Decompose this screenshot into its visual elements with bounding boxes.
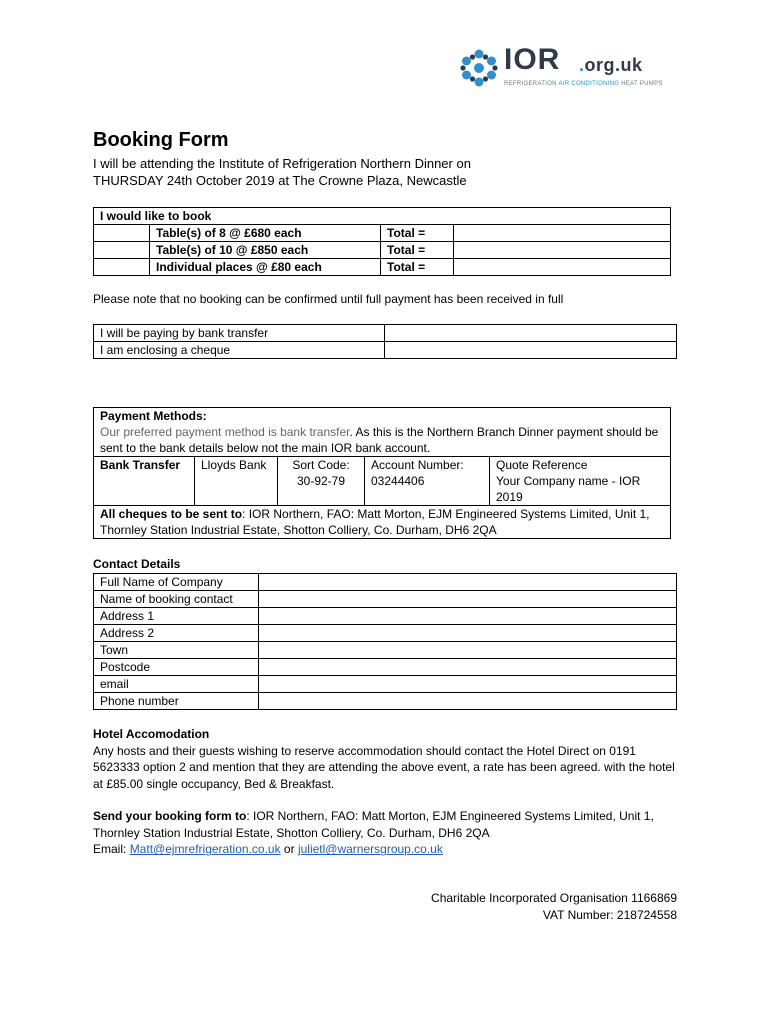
payment-explanation: . As this is the Northern Branch Dinner payment should be sent to the bank details below not the main IOR bank account. bbox=[100, 425, 659, 455]
preferred-method-text: Our preferred payment method is bank transfer bbox=[100, 425, 350, 439]
table-row bbox=[94, 693, 677, 710]
sort-code-cell bbox=[278, 457, 365, 506]
email-link-juliet[interactable]: julietl@warnersgroup.co.uk bbox=[297, 842, 443, 857]
contact-details-table bbox=[93, 573, 677, 710]
payment-note: Please note that no booking can be confirmed until full payment has been received in full bbox=[93, 292, 564, 306]
payment-methods-table bbox=[93, 407, 671, 539]
table-row bbox=[94, 574, 677, 591]
quantity-cell-individual[interactable] bbox=[94, 259, 150, 276]
send-section bbox=[93, 808, 693, 858]
hotel-body: Any hosts and their guests wishing to reserve accommodation should contact the Hotel Direct on 0191 5623333 option 2 and mention that they are attending the above event, a rate has been agreed. with the hotel at £85.00 single occupancy, Bed & Breakfast. bbox=[93, 743, 675, 792]
quantity-cell-10[interactable] bbox=[94, 242, 150, 259]
field-label: Phone number bbox=[94, 693, 259, 710]
quantity-cell-8[interactable] bbox=[94, 225, 150, 242]
total-value-individual[interactable] bbox=[454, 259, 671, 276]
table-row bbox=[94, 591, 677, 608]
charity-number: Charitable Incorporated Organisation 1166869 bbox=[431, 891, 677, 905]
email-label: Email: bbox=[93, 842, 130, 857]
cheque-option-field[interactable] bbox=[385, 342, 677, 359]
cheques-address-cell bbox=[94, 506, 671, 539]
quote-reference-label: Quote Reference bbox=[496, 458, 588, 472]
payment-options-table bbox=[93, 324, 677, 359]
quote-reference-cell bbox=[490, 457, 671, 506]
table-row bbox=[94, 242, 671, 259]
table-row bbox=[94, 208, 671, 225]
intro-line-1: I will be attending the Institute of Refrigeration Northern Dinner on bbox=[93, 156, 471, 171]
booking-contact-field[interactable] bbox=[259, 591, 677, 608]
vat-number: VAT Number: 218724558 bbox=[542, 907, 677, 922]
intro-text bbox=[93, 155, 471, 189]
logo-brand: IOR bbox=[504, 43, 561, 76]
field-label: Town bbox=[94, 642, 259, 659]
address-1-field[interactable] bbox=[259, 608, 677, 625]
table-row bbox=[94, 625, 677, 642]
payment-methods-heading: Payment Methods: bbox=[100, 409, 207, 423]
table-row bbox=[94, 506, 671, 539]
booking-label-10: Table(s) of 10 @ £850 each bbox=[150, 242, 381, 259]
logo-domain-dot: . bbox=[579, 55, 585, 75]
cheque-option-label: I am enclosing a cheque bbox=[94, 342, 385, 359]
address-2-field[interactable] bbox=[259, 625, 677, 642]
quote-reference-value: Your Company name - IOR 2019 bbox=[496, 474, 641, 504]
footer bbox=[431, 890, 677, 923]
cheques-address: : IOR Northern, FAO: Matt Morton, EJM Engineered Systems Limited, Unit 1, Thornley Station Industrial Estate, Shotton Colliery, Co. Durham, DH6 2QA bbox=[100, 507, 650, 537]
page-title: Booking Form bbox=[93, 129, 229, 151]
total-label-individual: Total = bbox=[381, 259, 454, 276]
booking-label-8: Table(s) of 8 @ £680 each bbox=[150, 225, 381, 242]
email-link-matt[interactable]: Matt@ejmrefrigeration.co.uk bbox=[129, 842, 281, 857]
field-label: email bbox=[94, 676, 259, 693]
field-label: Name of booking contact bbox=[94, 591, 259, 608]
logo-domain bbox=[579, 55, 643, 76]
sort-code-value: 30-92-79 bbox=[296, 474, 346, 488]
logo-tag-heat-pumps: HEAT PUMPS bbox=[621, 81, 663, 87]
total-value-10[interactable] bbox=[454, 242, 671, 259]
bank-transfer-option-label: I will be paying by bank transfer bbox=[94, 325, 385, 342]
send-label: Send your booking form to bbox=[93, 809, 247, 823]
snowflake-logo-icon bbox=[458, 47, 500, 89]
email-field[interactable] bbox=[259, 676, 677, 693]
sort-code-label: Sort Code: bbox=[292, 458, 350, 472]
table-row bbox=[94, 659, 677, 676]
send-address: : IOR Northern, FAO: Matt Morton, EJM Engineered Systems Limited, Unit 1, Thornley Station Industrial Estate, Shotton Colliery, Co. Durham, DH6 2QA bbox=[93, 809, 654, 840]
logo-tag-air-conditioning: AIR CONDITIONING bbox=[558, 81, 620, 87]
table-row bbox=[94, 342, 677, 359]
table-row bbox=[94, 259, 671, 276]
cheques-label: All cheques to be sent to bbox=[100, 507, 243, 521]
town-field[interactable] bbox=[259, 642, 677, 659]
table-row bbox=[94, 642, 677, 659]
booking-label-individual: Individual places @ £80 each bbox=[150, 259, 381, 276]
table-row bbox=[94, 325, 677, 342]
table-row bbox=[94, 408, 671, 457]
account-number-value: 03244406 bbox=[371, 474, 425, 488]
logo-domain-text: org.uk bbox=[584, 55, 643, 75]
hotel-heading: Hotel Accomodation bbox=[93, 727, 210, 741]
contact-heading: Contact Details bbox=[93, 557, 181, 571]
email-or: or bbox=[280, 842, 298, 857]
bank-name: Lloyds Bank bbox=[195, 457, 278, 506]
table-row bbox=[94, 225, 671, 242]
ior-logo[interactable] bbox=[458, 43, 668, 93]
field-label: Full Name of Company bbox=[94, 574, 259, 591]
field-label: Postcode bbox=[94, 659, 259, 676]
postcode-field[interactable] bbox=[259, 659, 677, 676]
hotel-section bbox=[93, 726, 683, 793]
total-value-8[interactable] bbox=[454, 225, 671, 242]
intro-line-2: THURSDAY 24th October 2019 at The Crowne Plaza, Newcastle bbox=[93, 173, 467, 188]
booking-heading: I would like to book bbox=[94, 208, 671, 225]
table-row bbox=[94, 676, 677, 693]
total-label-8: Total = bbox=[381, 225, 454, 242]
phone-number-field[interactable] bbox=[259, 693, 677, 710]
logo-tag-refrigeration: REFRIGERATION bbox=[504, 81, 557, 87]
total-label-10: Total = bbox=[381, 242, 454, 259]
bank-transfer-option-field[interactable] bbox=[385, 325, 677, 342]
table-row bbox=[94, 457, 671, 506]
account-number-cell bbox=[365, 457, 490, 506]
table-row bbox=[94, 608, 677, 625]
field-label: Address 1 bbox=[94, 608, 259, 625]
account-number-label: Account Number: bbox=[371, 458, 464, 472]
field-label: Address 2 bbox=[94, 625, 259, 642]
booking-table bbox=[93, 207, 671, 276]
payment-methods-intro bbox=[94, 408, 671, 457]
bank-transfer-label: Bank Transfer bbox=[94, 457, 195, 506]
logo-tagline bbox=[504, 81, 663, 87]
company-name-field[interactable] bbox=[259, 574, 677, 591]
